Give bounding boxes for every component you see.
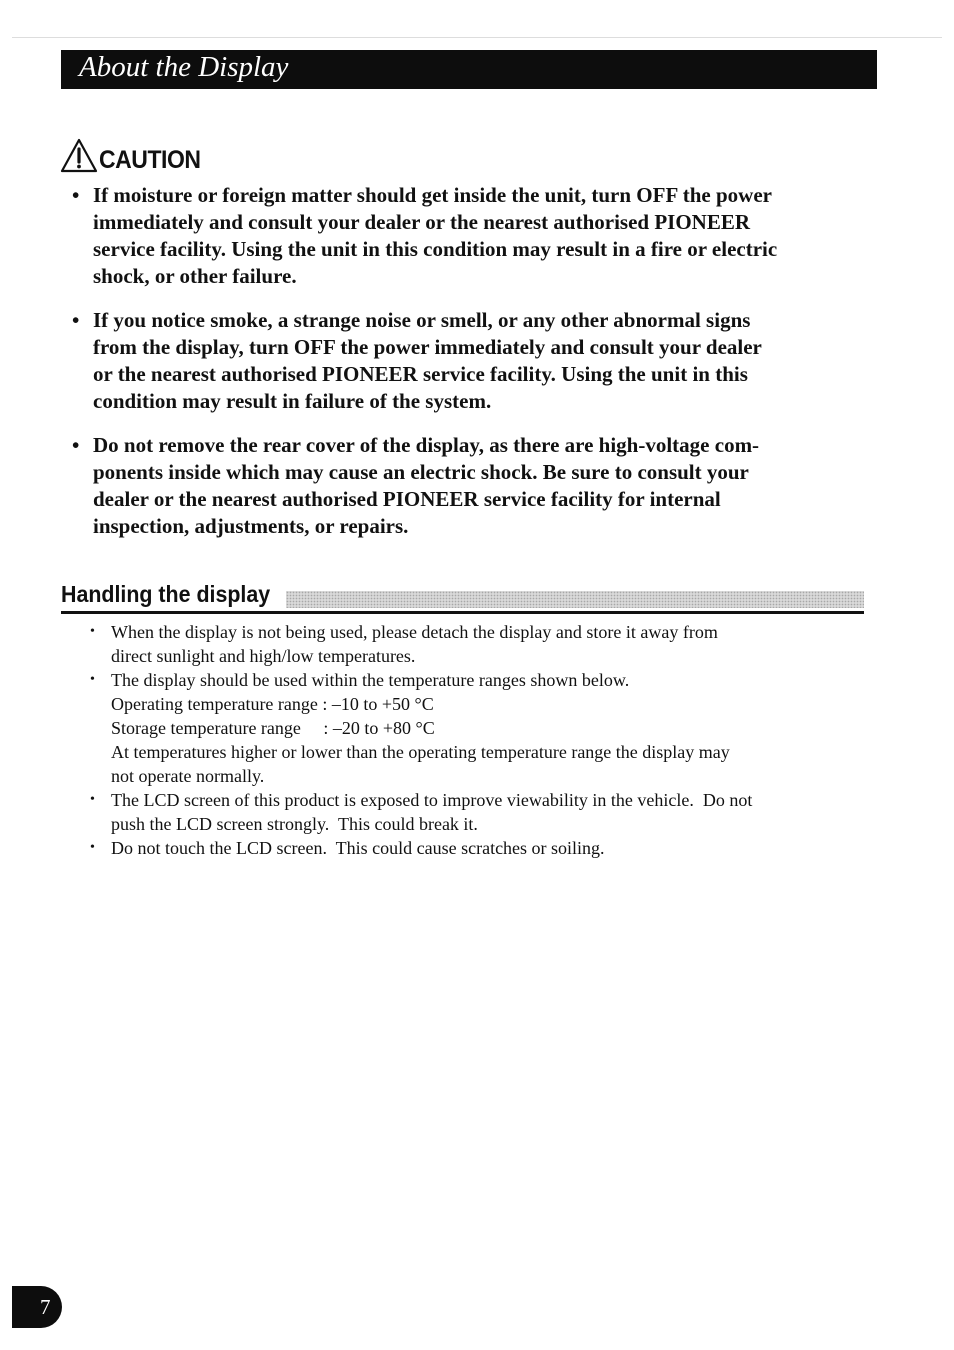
heading-rule — [61, 611, 864, 614]
handling-item — [90, 788, 850, 836]
section-title: Handling the display — [61, 581, 271, 607]
top-rule — [12, 37, 942, 38]
bullet: • — [90, 840, 95, 855]
caution-item — [60, 432, 850, 540]
handling-item — [90, 668, 850, 788]
page-number-tab — [12, 1286, 62, 1328]
handling-line: not operate normally. — [111, 766, 265, 786]
bullet: • — [72, 433, 80, 457]
caution-line: or the nearest authorised PIONEER service facility. Using the unit in this — [93, 362, 748, 386]
bullet: • — [90, 624, 95, 639]
caution-item — [60, 182, 850, 290]
caution-line: shock, or other failure. — [93, 264, 297, 288]
bullet: • — [72, 308, 80, 332]
handling-line: At temperatures higher or lower than the operating temperature range the display may — [111, 742, 730, 762]
bullet: • — [72, 183, 80, 207]
heading-pattern — [286, 591, 864, 608]
handling-line: The display should be used within the temperature ranges shown below. — [111, 670, 630, 690]
bullet: • — [90, 672, 95, 687]
caution-line: immediately and consult your dealer or the nearest authorised PIONEER — [93, 210, 751, 234]
handling-line: direct sunlight and high/low temperatures. — [111, 646, 416, 666]
page-number: 7 — [40, 1295, 51, 1319]
caution-heading — [60, 134, 209, 174]
operating-temperature-line: Operating temperature range : –10 to +50 °C — [111, 694, 434, 714]
page-title: About the Display — [79, 51, 289, 83]
handling-item — [90, 620, 850, 668]
caution-line: ponents inside which may cause an electric shock. Be sure to consult your — [93, 460, 749, 484]
caution-line: service facility. Using the unit in this condition may result in a fire or electric — [93, 237, 778, 261]
caution-line: from the display, turn OFF the power immediately and consult your dealer — [93, 335, 762, 359]
handling-line: The LCD screen of this product is exposed to improve viewability in the vehicle. Do not — [111, 790, 753, 810]
section-heading — [61, 578, 864, 614]
caution-line: If you notice smoke, a strange noise or smell, or any other abnormal signs — [93, 308, 751, 332]
caution-line: condition may result in failure of the system. — [93, 389, 492, 413]
storage-temperature-line: Storage temperature range : –20 to +80 °C — [111, 718, 435, 738]
handling-line: push the LCD screen strongly. This could break it. — [111, 814, 478, 834]
caution-item — [60, 307, 850, 415]
handling-line: When the display is not being used, please detach the display and store it away from — [111, 622, 718, 642]
caution-list — [60, 182, 850, 557]
handling-list — [90, 620, 850, 860]
handling-line: Do not touch the LCD screen. This could cause scratches or soiling. — [111, 838, 605, 858]
bullet: • — [90, 792, 95, 807]
caution-line: If moisture or foreign matter should get inside the unit, turn OFF the power — [93, 183, 772, 207]
caution-line: dealer or the nearest authorised PIONEER service facility for internal — [93, 487, 721, 511]
caution-line: inspection, adjustments, or repairs. — [93, 514, 409, 538]
handling-item — [90, 836, 850, 860]
title-bar — [61, 50, 877, 89]
caution-label: CAUTION — [99, 146, 201, 174]
warning-triangle-icon — [60, 138, 98, 174]
caution-line: Do not remove the rear cover of the display, as there are high-voltage com- — [93, 433, 760, 457]
